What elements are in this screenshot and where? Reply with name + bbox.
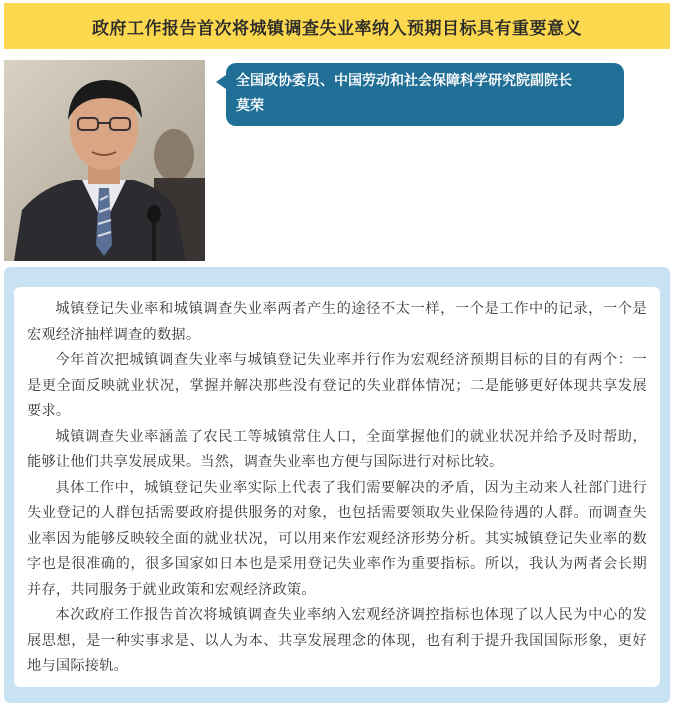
article-paragraph: 本次政府工作报告首次将城镇调查失业率纳入宏观经济调控指标也体现了以人民为中心的发展思想，是一种实事求是、以人为本、共享发展理念的体现，也有利于提升我国国际形象，更好地与国际接轨。: [27, 607, 647, 674]
article-panel: [4, 267, 670, 703]
speaker-title: 全国政协委员、中国劳动和社会保障科学研究院副院长: [236, 73, 572, 89]
speaker-name: 莫荣: [236, 98, 264, 114]
page-title: 政府工作报告首次将城镇调查失业率纳入预期目标具有重要意义: [92, 18, 582, 39]
speaker-photo: [4, 60, 205, 261]
article-body: [14, 287, 660, 687]
speaker-caption: [226, 63, 624, 126]
title-bar: [4, 3, 670, 49]
article-paragraph: 具体工作中，城镇登记失业率实际上代表了我们需要解决的矛盾，因为主动来人社部门进行失业登记的人群包括需要政府提供服务的对象，也包括需要领取失业保险待遇的人群。而调查失业率因为能够反映较全面的就业状况，可以用来作宏观经济形势分析。其实城镇登记失业率的数字也是很准确的，很多国家如日本也是采用登记失业率作为重要指标。所以，我认为两者会长期并存，共同服务于就业政策和宏观经济政策。: [27, 479, 647, 598]
article-paragraph: 今年首次把城镇调查失业率与城镇登记失业率并行作为宏观经济预期目标的目的有两个：一是更全面反映就业状况，掌握并解决那些没有登记的失业群体情况；二是能够更好体现共享发展要求。: [27, 352, 647, 419]
article-paragraph: 城镇调查失业率涵盖了农民工等城镇常住人口，全面掌握他们的就业状况并给予及时帮助，能够让他们共享发展成果。当然，调查失业率也方便与国际进行对标比较。: [27, 428, 647, 470]
article-paragraph: 城镇登记失业率和城镇调查失业率两者产生的途径不太一样，一个是工作中的记录，一个是宏观经济抽样调查的数据。: [27, 301, 647, 343]
